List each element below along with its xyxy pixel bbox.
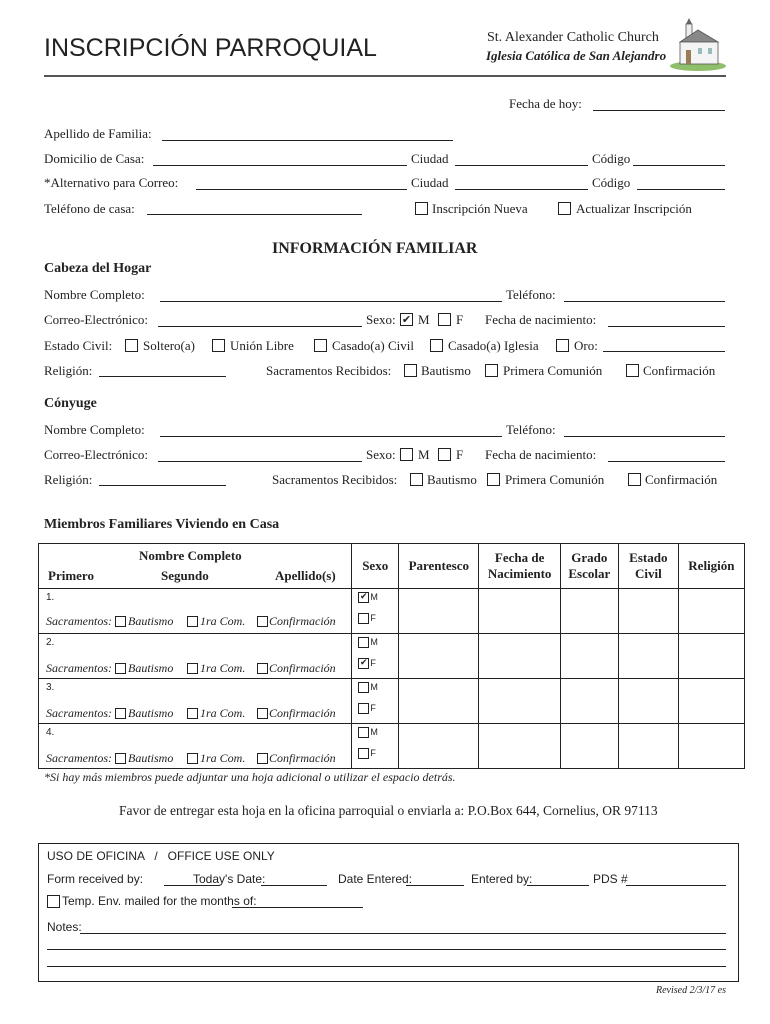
spouse-title: Cónyuge (44, 396, 97, 411)
return-note: Favor de entregar esta hoja en la oficina parroquial o enviarla a: P.O.Box 644, Cornelius, OR 97113 (119, 803, 658, 818)
spouse-confirmation-label: Confirmación (645, 472, 718, 487)
alt-zip-field[interactable] (637, 189, 725, 190)
church-name: St. Alexander Catholic Church (487, 30, 659, 45)
spouse-email-label: Correo-Electrónico: (44, 447, 148, 462)
member4-confirmation-checkbox[interactable] (257, 753, 268, 764)
member3-confirmation-checkbox[interactable] (257, 708, 268, 719)
member2-male-checkbox[interactable] (358, 637, 369, 648)
full-name-header: Nombre Completo Primero Segundo Apellido(s) (39, 544, 352, 589)
member2-communion-checkbox[interactable] (187, 663, 198, 674)
spouse-communion-label: Primera Comunión (505, 472, 605, 487)
family-info-title: INFORMACIÓN FAMILIAR (272, 240, 478, 257)
religion-header: Religión (678, 544, 744, 589)
members-title: Miembros Familiares Viviendo en Casa (44, 517, 280, 532)
head-full-name-field[interactable] (160, 301, 502, 302)
spouse-female-label: F (456, 447, 464, 462)
spouse-religion-field[interactable] (99, 485, 226, 486)
notes-line-1[interactable] (80, 933, 726, 934)
office-title: USO DE OFICINA / OFFICE USE ONLY (47, 849, 275, 863)
member-row: 2. Sacramentos: Bautismo 1ra Com. Confirmación M ✔ F (39, 634, 745, 679)
head-confirmation-label: Confirmación (643, 363, 716, 378)
temp-env-label: Temp. Env. mailed for the months of: (62, 894, 257, 908)
zip-label: Código (592, 151, 631, 166)
family-name-label: Apellido de Familia: (44, 126, 152, 141)
family-name-field[interactable] (162, 140, 453, 141)
members-header-row (39, 544, 745, 589)
head-phone-label: Teléfono: (506, 287, 556, 302)
civil-header: Estado Civil (618, 544, 678, 589)
member2-confirmation-checkbox[interactable] (257, 663, 268, 674)
civil-union-label: Unión Libre (230, 338, 294, 353)
church-logo (668, 18, 728, 72)
spouse-sacraments-label: Sacramentos Recibidos: (272, 472, 398, 487)
spouse-birth-label: Fecha de nacimiento: (485, 447, 597, 462)
spouse-phone-field[interactable] (564, 436, 725, 437)
new-registration-checkbox[interactable] (415, 202, 428, 215)
head-birth-label: Fecha de nacimiento: (485, 312, 597, 327)
alt-city-field[interactable] (455, 189, 588, 190)
civil-church-label: Casado(a) Iglesia (448, 338, 539, 353)
spouse-baptism-label: Bautismo (427, 472, 477, 487)
spouse-phone-label: Teléfono: (506, 422, 556, 437)
member3-baptism-checkbox[interactable] (115, 708, 126, 719)
member1-male-checkbox[interactable]: ✔ (360, 592, 368, 602)
head-baptism-label: Bautismo (421, 363, 471, 378)
city-field[interactable] (455, 165, 588, 166)
member3-female-checkbox[interactable] (358, 703, 369, 714)
spouse-email-field[interactable] (158, 461, 362, 462)
member1-communion-checkbox[interactable] (187, 616, 198, 627)
zip-field[interactable] (633, 165, 725, 166)
office-use-box (38, 843, 739, 982)
birth-header: Fecha de Nacimiento (479, 544, 560, 589)
todays-date-label: Today's Date: (193, 872, 266, 886)
head-male-checkbox[interactable]: ✔ (401, 313, 412, 326)
pds-field[interactable] (626, 885, 726, 886)
member1-female-checkbox[interactable] (358, 613, 369, 624)
head-phone-field[interactable] (564, 301, 725, 302)
date-entered-label: Date Entered: (338, 872, 413, 886)
temp-env-field[interactable] (232, 907, 363, 908)
head-email-label: Correo-Electrónico: (44, 312, 148, 327)
member1-confirmation-checkbox[interactable] (257, 616, 268, 627)
member4-communion-checkbox[interactable] (187, 753, 198, 764)
notes-label: Notes: (47, 920, 82, 934)
head-full-name-label: Nombre Completo: (44, 287, 145, 302)
member4-female-checkbox[interactable] (358, 748, 369, 759)
page-title: INSCRIPCIÓN PARROQUIAL (44, 34, 377, 62)
spouse-confirmation-checkbox[interactable] (628, 473, 641, 486)
relation-header: Parentesco (399, 544, 479, 589)
members-footnote: *Si hay más miembros puede adjuntar una hoja adicional o utilizar el espacio detrás. (44, 770, 456, 784)
phone-label: Teléfono de casa: (44, 201, 135, 216)
update-registration-checkbox[interactable] (558, 202, 571, 215)
head-female-label: F (456, 312, 464, 327)
spouse-full-name-label: Nombre Completo: (44, 422, 145, 437)
form-received-label: Form received by: (47, 872, 144, 886)
head-birth-field[interactable] (608, 326, 725, 327)
church-subtitle: Iglesia Católica de San Alejandro (486, 48, 667, 63)
spouse-sex-label: Sexo: (366, 447, 396, 462)
revised-note: Revised 2/3/17 es (656, 985, 726, 996)
head-civil-label: Estado Civil: (44, 338, 113, 353)
member4-baptism-checkbox[interactable] (115, 753, 126, 764)
sex-header: Sexo (352, 544, 399, 589)
spouse-male-checkbox[interactable] (400, 448, 413, 461)
notes-line-2[interactable] (47, 949, 726, 950)
civil-civil-label: Casado(a) Civil (332, 338, 414, 353)
head-baptism-checkbox[interactable] (404, 364, 417, 377)
civil-other-checkbox[interactable] (556, 339, 569, 352)
member1-baptism-checkbox[interactable] (115, 616, 126, 627)
spouse-baptism-checkbox[interactable] (410, 473, 423, 486)
date-field[interactable] (593, 110, 725, 111)
head-sacraments-label: Sacramentos Recibidos: (266, 363, 392, 378)
todays-date-field[interactable] (261, 885, 327, 886)
spouse-religion-label: Religión: (44, 472, 93, 487)
spouse-birth-field[interactable] (608, 461, 725, 462)
civil-single-checkbox[interactable] (125, 339, 138, 352)
head-confirmation-checkbox[interactable] (626, 364, 639, 377)
civil-union-checkbox[interactable] (212, 339, 225, 352)
pds-label: PDS # (593, 872, 628, 886)
head-communion-label: Primera Comunión (503, 363, 603, 378)
civil-civil-checkbox[interactable] (314, 339, 327, 352)
member2-baptism-checkbox[interactable] (115, 663, 126, 674)
head-religion-field[interactable] (99, 376, 226, 377)
member3-male-checkbox[interactable] (358, 682, 369, 693)
head-communion-checkbox[interactable] (485, 364, 498, 377)
grade-header: Grado Escolar (560, 544, 618, 589)
member-row: 4. Sacramentos: Bautismo 1ra Com. Confirmación M F (39, 724, 745, 769)
city-label: Ciudad (411, 151, 449, 166)
home-address-field[interactable] (153, 165, 407, 166)
head-male-label: M (418, 312, 430, 327)
update-registration-label: Actualizar Inscripción (576, 201, 692, 216)
new-registration-label: Inscripción Nueva (432, 201, 528, 216)
alt-zip-label: Código (592, 175, 631, 190)
head-female-checkbox[interactable] (438, 313, 451, 326)
spouse-male-label: M (418, 447, 430, 462)
member3-communion-checkbox[interactable] (187, 708, 198, 719)
date-label: Fecha de hoy: (509, 96, 582, 111)
civil-church-checkbox[interactable] (430, 339, 443, 352)
member-row: 1. Sacramentos: Bautismo 1ra Com. Confirmación ✔ M F (39, 589, 745, 634)
members-table (38, 543, 745, 769)
home-address-label: Domicilio de Casa: (44, 151, 145, 166)
phone-field[interactable] (147, 214, 362, 215)
alt-city-label: Ciudad (411, 175, 449, 190)
date-entered-field[interactable] (406, 885, 464, 886)
entered-by-field[interactable] (527, 885, 589, 886)
alt-mail-field[interactable] (196, 189, 407, 190)
entered-by-label: Entered by: (471, 872, 533, 886)
spouse-full-name-field[interactable] (160, 436, 502, 437)
head-religion-label: Religión: (44, 363, 93, 378)
member-row: 3. Sacramentos: Bautismo 1ra Com. Confirmación M F (39, 679, 745, 724)
member4-male-checkbox[interactable] (358, 727, 369, 738)
civil-other-label: Oro: (574, 338, 598, 353)
civil-other-field[interactable] (603, 351, 725, 352)
spouse-communion-checkbox[interactable] (487, 473, 500, 486)
temp-env-checkbox[interactable] (47, 895, 60, 908)
spouse-female-checkbox[interactable] (438, 448, 451, 461)
notes-line-3[interactable] (47, 966, 726, 967)
member2-female-checkbox[interactable]: ✔ (360, 658, 368, 668)
head-sex-label: Sexo: (366, 312, 396, 327)
alt-mail-label: *Alternativo para Correo: (44, 175, 179, 190)
head-of-household-title: Cabeza del Hogar (44, 261, 152, 276)
head-email-field[interactable] (158, 326, 362, 327)
civil-single-label: Soltero(a) (143, 338, 195, 353)
